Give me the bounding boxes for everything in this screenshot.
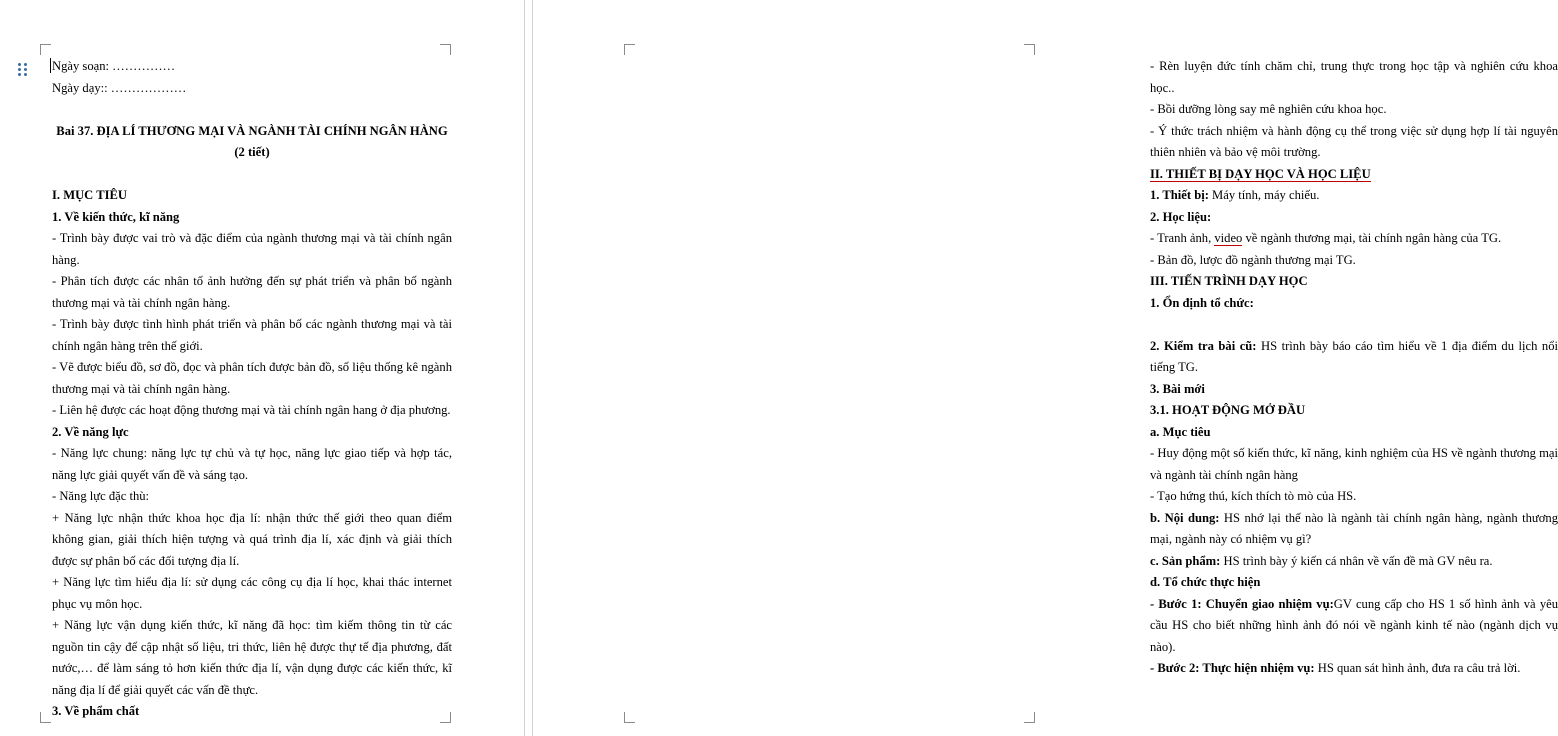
left-paragraph-8: - Năng lực chung: năng lực tự chủ và tự học, năng lực giao tiếp và hợp tác, năng lực giải quyết vấn đề và sáng tạo.	[52, 446, 452, 482]
left-paragraph-10: + Năng lực nhận thức khoa học địa lí: nhận thức thế giới theo quan điểm không gian, giải thích hiện tượng và quá trình địa lí, xác định và giải thích được sự phân bố các đối tượng địa lí.	[52, 510, 452, 568]
right-paragraph-14: a. Mục tiêu	[1150, 424, 1211, 439]
date-prepared-line: Ngày soạn: ……………	[52, 59, 176, 73]
right-paragraph-11: 2. Kiểm tra bài cũ: HS trình bày báo cáo tìm hiểu về 1 địa điểm du lịch nổi tiếng TG.	[1150, 338, 1558, 374]
right-heading-underlined-3: II. THIẾT BỊ DẠY HỌC VÀ HỌC LIỆU	[1150, 166, 1371, 181]
page-gutter	[518, 0, 540, 736]
right-paragraph-4: 1. Thiết bị: Máy tính, máy chiếu.	[1150, 188, 1320, 202]
crop-mark-top-left	[624, 44, 635, 55]
right-paragraph-12: 3. Bài mới	[1150, 381, 1205, 396]
right-lead-4: 1. Thiết bị:	[1150, 188, 1209, 202]
left-paragraph-1: 1. Về kiến thức, kĩ năng	[52, 209, 180, 224]
crop-mark-bottom-left	[624, 712, 635, 723]
left-paragraph-2: - Trình bày được vai trò và đặc điểm của ngành thương mại và tài chính ngân hàng.	[52, 231, 452, 267]
right-paragraph-1: - Bồi dưỡng lòng say mê nghiên cứu khoa học.	[1150, 102, 1387, 116]
crop-mark-bottom-left	[40, 712, 51, 723]
paragraph-drag-handle[interactable]	[18, 63, 27, 77]
left-paragraph-4: - Trình bày được tình hình phát triển và phân bố các ngành thương mại và tài chính ngân hàng trên thế giới.	[52, 317, 452, 353]
spacer	[52, 99, 452, 121]
right-paragraph-6: - Tranh ảnh, video về ngành thương mại, tài chính ngân hàng của TG.	[1150, 231, 1502, 245]
right-lead-20: - Bước 1: Chuyển giao nhiệm vụ:	[1150, 596, 1334, 611]
right-lead-18: c. Sản phẩm:	[1150, 553, 1221, 568]
left-paragraph-9: - Năng lực đặc thù:	[52, 489, 150, 503]
page-right	[540, 0, 1558, 736]
left-body-blocks	[52, 185, 452, 723]
right-paragraph-8: III. TIẾN TRÌNH DẠY HỌC	[1150, 274, 1308, 288]
right-lead-17: b. Nội dung:	[1150, 510, 1220, 525]
right-marked-word-6: video	[1214, 231, 1243, 245]
left-paragraph-7: 2. Về năng lực	[52, 424, 129, 439]
right-paragraph-7: - Bản đồ, lược đồ ngành thương mại TG.	[1150, 252, 1356, 267]
right-paragraph-5: 2. Học liệu:	[1150, 209, 1212, 224]
crop-mark-top-left	[40, 44, 51, 55]
left-page-text[interactable]	[52, 56, 452, 723]
right-lead-21: - Bước 2: Thực hiện nhiệm vụ:	[1150, 661, 1315, 675]
right-paragraph-17: b. Nội dung: HS nhớ lại thế nào là ngành tài chính ngân hàng, ngành thương mại, ngành này có nhiệm vụ gì?	[1150, 510, 1558, 546]
left-paragraph-0: I. MỤC TIÊU	[52, 188, 127, 202]
left-paragraph-5: - Vẽ được biểu đồ, sơ đồ, đọc và phân tích được bản đồ, số liệu thống kê ngành thương mại và tài chính ngân hàng.	[52, 360, 452, 396]
right-paragraph-0: - Rèn luyện đức tính chăm chỉ, trung thực trong học tập và nghiên cứu khoa học..	[1150, 59, 1558, 95]
lesson-title: Bai 37. ĐỊA LÍ THƯƠNG MẠI VÀ NGÀNH TÀI CHÍNH NGÂN HÀNG	[56, 123, 448, 138]
right-paragraph-2: - Ý thức trách nhiệm và hành động cụ thể trong việc sử dụng hợp lí tài nguyên thiên nhiên và bảo vệ môi trường.	[1150, 123, 1558, 159]
text-cursor	[50, 58, 51, 73]
right-paragraph-18: c. Sản phẩm: HS trình bày ý kiến cá nhân về vấn đề mà GV nêu ra.	[1150, 553, 1493, 568]
right-paragraph-13: 3.1. HOẠT ĐỘNG MỞ ĐẦU	[1150, 403, 1306, 417]
date-taught-line: Ngày dạy:: ………………	[52, 80, 187, 95]
right-paragraph-10	[1150, 314, 1558, 336]
page-left	[0, 0, 518, 736]
left-paragraph-13: 3. Về phẩm chất	[52, 704, 140, 718]
right-lead-11: 2. Kiểm tra bài cũ:	[1150, 338, 1257, 353]
right-paragraph-3	[1150, 164, 1558, 186]
lesson-subtitle: (2 tiết)	[234, 145, 270, 159]
right-paragraph-15: - Huy động một số kiến thức, kĩ năng, kinh nghiệm của HS về ngành thương mại và ngành tài chính ngân hàng	[1150, 446, 1558, 482]
right-paragraph-20: - Bước 1: Chuyển giao nhiệm vụ:GV cung cấp cho HS 1 số hình ảnh và yêu cầu HS cho biết những hình ảnh đó nói về ngành kinh tế nào (ngành dịch vụ nào).	[1150, 596, 1558, 654]
right-paragraph-21: - Bước 2: Thực hiện nhiệm vụ: HS quan sát hình ảnh, đưa ra câu trả lời.	[1150, 661, 1521, 675]
left-paragraph-6: - Liên hệ được các hoạt động thương mại và tài chính ngân hang ở địa phương.	[52, 403, 451, 417]
right-paragraph-19: d. Tổ chức thực hiện	[1150, 575, 1261, 589]
left-paragraph-12: + Năng lực vận dụng kiến thức, kĩ năng đã học: tìm kiếm thông tin từ các nguồn tin cậy để cập nhật số liệu, tri thức, liên hệ được thự tế địa phương, đất nước,… để làm sáng tỏ hơn kiến thức địa lí, vận dụng được các kiến thức, kĩ năng địa lí để giải quyết các vấn đề thực.	[52, 618, 452, 697]
left-paragraph-3: - Phân tích được các nhân tố ảnh hưởng đến sự phát triển và phân bố ngành thương mại và tài chính ngân hàng.	[52, 274, 452, 310]
right-paragraph-16: - Tạo hứng thú, kích thích tò mò của HS.	[1150, 489, 1357, 503]
crop-mark-top-right	[1024, 44, 1035, 55]
right-page-text[interactable]	[1150, 56, 1558, 680]
left-paragraph-11: + Năng lực tìm hiểu địa lí: sử dụng các công cụ địa lí học, khai thác internet phục vụ môn học.	[52, 575, 452, 611]
right-body-blocks	[1150, 56, 1558, 680]
crop-mark-top-right	[440, 44, 451, 55]
spacer	[52, 164, 452, 186]
crop-mark-bottom-right	[1024, 712, 1035, 723]
right-paragraph-9: 1. Ổn định tổ chức:	[1150, 295, 1254, 310]
